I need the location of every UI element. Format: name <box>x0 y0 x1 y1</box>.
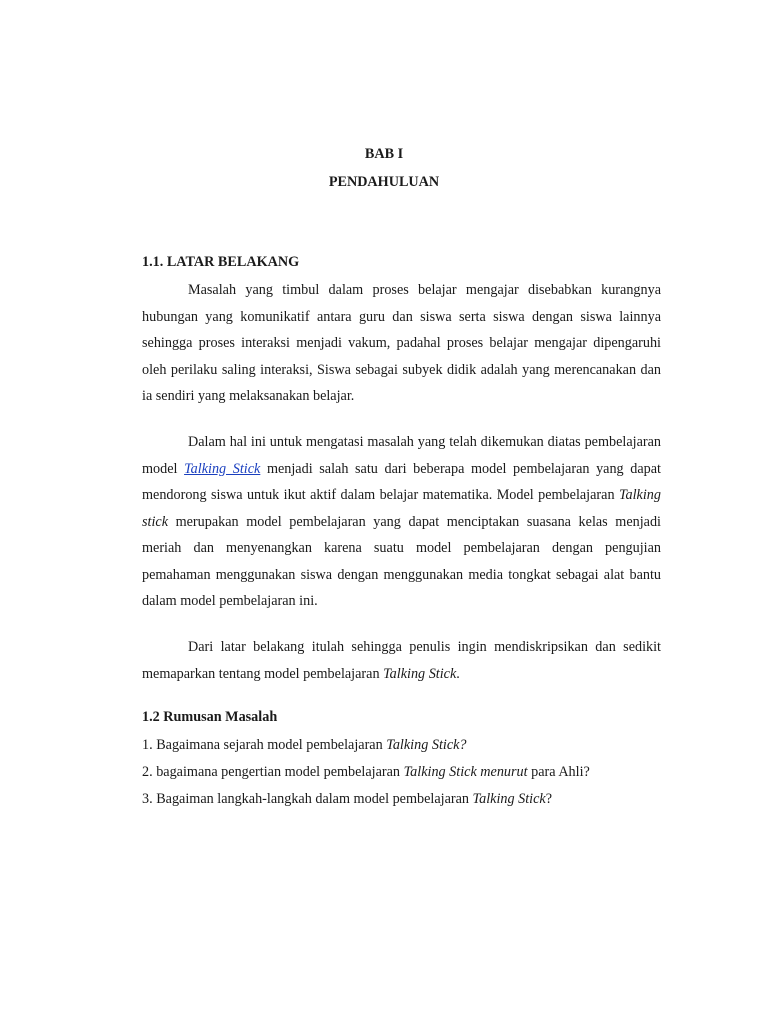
list-item-emphasis: Talking Stick menurut <box>403 764 528 780</box>
list-item-text: 3. Bagaiman langkah-langkah dalam model pembelajaran <box>142 791 473 807</box>
paragraph-3-emphasis: Talking Stick <box>383 665 457 682</box>
list-item-emphasis: Talking Stick <box>472 791 546 807</box>
paragraph-2 <box>142 429 661 615</box>
list-item-text: 1. Bagaimana sejarah model pembelajaran <box>142 737 387 753</box>
talking-stick-link[interactable]: Talking Stick <box>184 460 261 477</box>
paragraph-2-emphasis: Talking stick <box>142 487 661 530</box>
list-item-tail: para Ahli? <box>527 764 590 780</box>
section-title-latar-belakang: 1.1. LATAR BELAKANG <box>142 254 300 270</box>
list-item <box>142 735 467 755</box>
list-item-text: 2. bagaimana pengertian model pembelajaran <box>142 764 404 780</box>
paragraph-3-text-a: Dari latar belakang itulah sehingga penulis ingin mendiskripsikan dan sedikit memaparkan tentang model pembelajaran <box>142 639 661 682</box>
list-item-emphasis: Talking Stick? <box>386 737 467 753</box>
list-item-tail: ? <box>545 791 553 807</box>
paragraph-2-text-a: Dalam hal ini untuk mengatasi masalah yang telah dikemukan diatas pembelajaran model <box>142 434 661 477</box>
chapter-number: BAB I <box>364 146 404 162</box>
section-title-rumusan-masalah: 1.2 Rumusan Masalah <box>142 709 278 725</box>
paragraph-1: Masalah yang timbul dalam proses belajar mengajar disebabkan kurangnya hubungan yang komunikatif antara guru dan siswa serta siswa dengan siswa lainnya sehingga proses interaksi menjadi vakum, padahal proses belajar mengajar dipengaruhi oleh perilaku saling interaksi, Siswa sebagai subyek didik adalah yang merencanakan dan ia sendiri yang melaksanakan belajar. <box>142 282 661 404</box>
paragraph-2-text-b: menjadi salah satu dari beberapa model pembelajaran yang dapat mendorong siswa untuk ikut aktif dalam belajar matematika. Model pembelajaran <box>142 460 661 503</box>
chapter-title: PENDAHULUAN <box>328 174 440 190</box>
paragraph-3 <box>142 634 661 687</box>
list-item <box>142 762 590 782</box>
list-item <box>142 789 552 809</box>
paragraph-2-text-c: merupakan model pembelajaran yang dapat menciptakan suasana kelas menjadi meriah dan menyenangkan karena suatu model pembelajaran dengan pengujian pemahaman menggunakan siswa dengan menggunakan media tongkat sebagai alat bantu dalam model pembelajaran ini. <box>142 513 661 609</box>
paragraph-3-text-b: . <box>456 665 460 682</box>
